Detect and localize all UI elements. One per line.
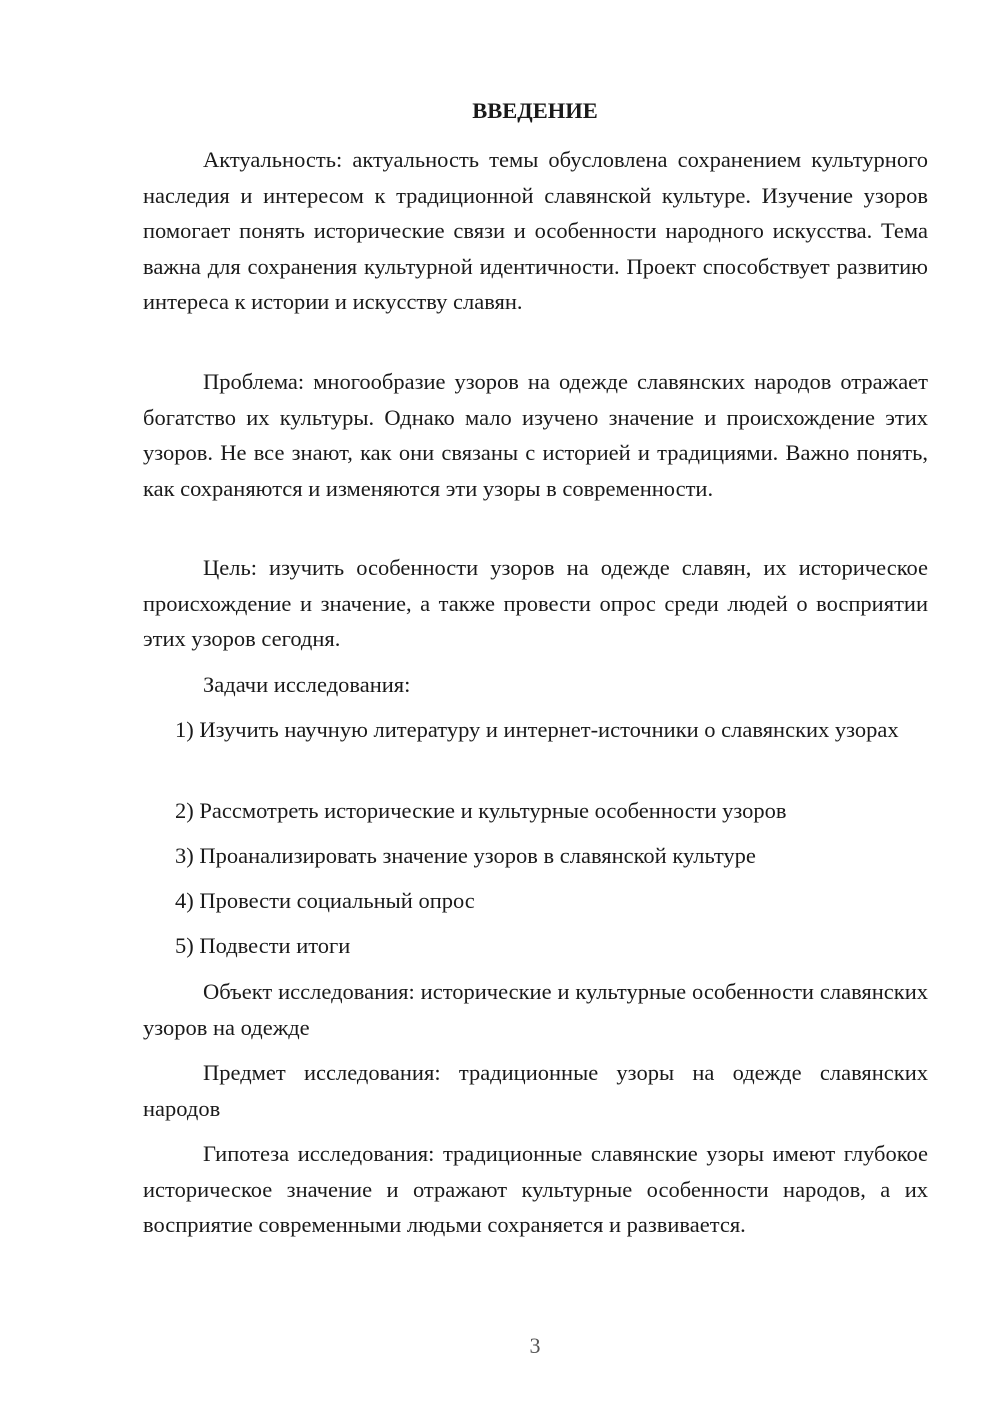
task-item-4: 4) Провести социальный опрос [175, 888, 475, 913]
problem-paragraph: Проблема: многообразие узоров на одежде славянских народов отражает богатство их культуры. Однако мало изучено значение и происхождение этих узоров. Не все знают, как они связаны с историей и традициями. Важно понять, как сохраняются и изменяются эти узоры в современности. [143, 369, 928, 501]
goal-paragraph: Цель: изучить особенности узоров на одежде славян, их историческое происхождение и значение, а также провести опрос среди людей о восприятии этих узоров сегодня. [143, 555, 928, 651]
subject-paragraph: Предмет исследования: традиционные узоры на одежде славянских народов [143, 1060, 928, 1121]
task-item-1: 1) Изучить научную литературу и интернет-источники о славянских узорах [175, 717, 899, 742]
relevance-paragraph: Актуальность: актуальность темы обусловлена сохранением культурного наследия и интересом к традиционной славянской культуре. Изучение узоров помогает понять исторические связи и особенности народного искусства. Тема важна для сохранения культурной идентичности. Проект способствует развитию интереса к истории и искусству славян. [143, 147, 928, 314]
page-number: 3 [529, 1333, 541, 1358]
task-item-2: 2) Рассмотреть исторические и культурные особенности узоров [175, 798, 787, 823]
task-item-3: 3) Проанализировать значение узоров в славянской культуре [175, 843, 756, 868]
hypothesis-paragraph: Гипотеза исследования: традиционные славянские узоры имеют глубокое историческое значение и отражают культурные особенности народов, а их восприятие современными людьми сохраняется и развивается. [143, 1141, 928, 1237]
section-title: ВВЕДЕНИЕ [472, 98, 598, 123]
task-item-5: 5) Подвести итоги [175, 933, 351, 958]
object-paragraph: Объект исследования: исторические и культурные особенности славянских узоров на одежде [143, 979, 928, 1040]
tasks-heading: Задачи исследования: [203, 672, 411, 697]
